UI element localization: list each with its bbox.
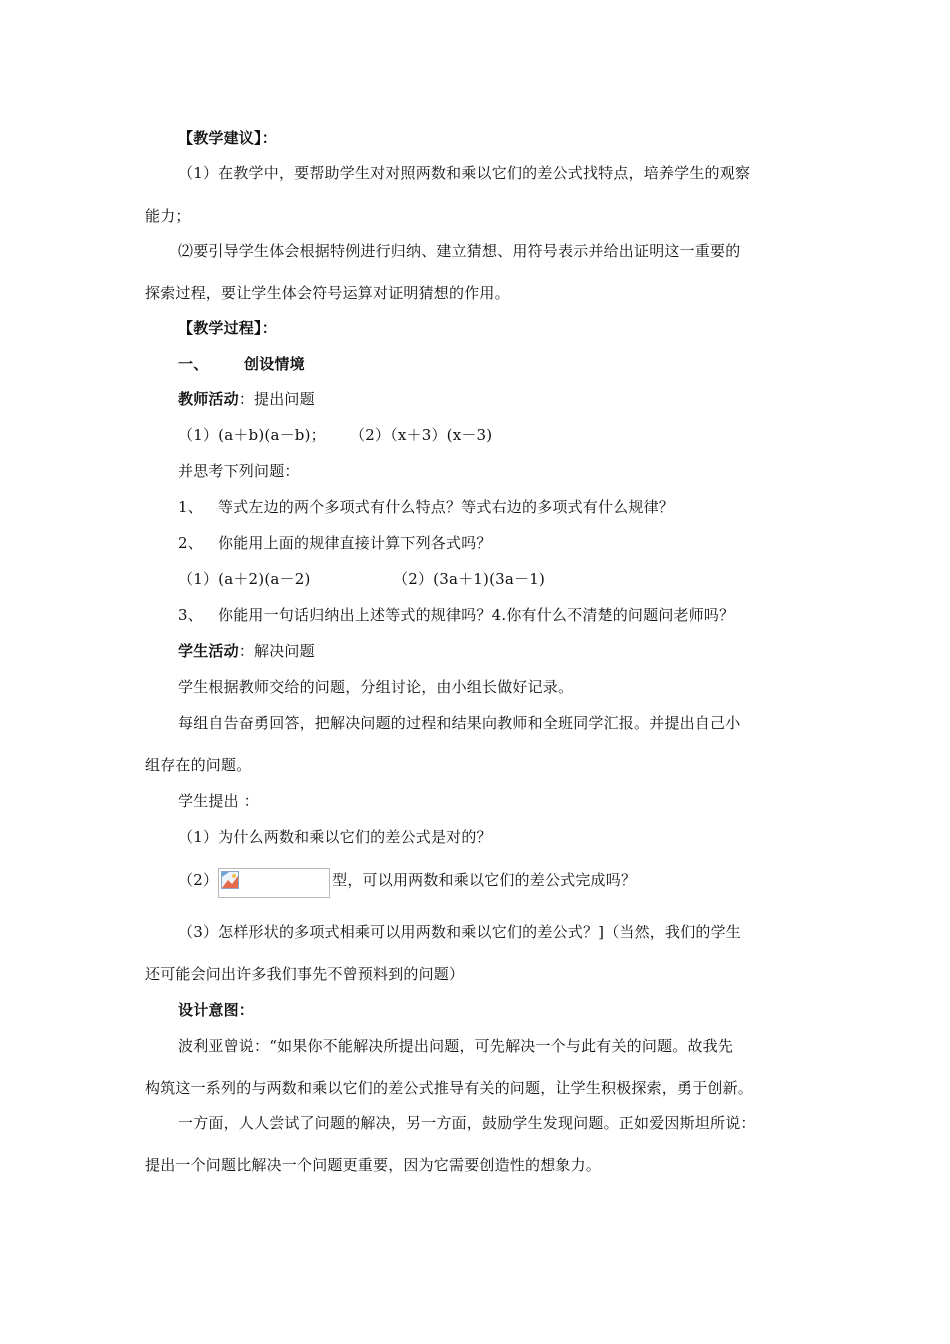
design-para-1-line-2: 构筑这一系列的与两数和乘以它们的差公式推导有关的问题，让学生积极探索，勇于创新。 — [145, 1079, 754, 1097]
equation-4: （2）(3a＋1)(3a－1) — [393, 570, 546, 588]
student-activity-text: ：解决问题 — [238, 642, 315, 660]
design-para-1-line-1: 波利亚曾说：“如果你不能解决所提出问题，可先解决一个与此有关的问题。故我先 — [178, 1037, 734, 1055]
suggestion-1-line-2: 能力； — [145, 207, 191, 225]
student-line-2a: 每组自告奋勇回答，把解决问题的过程和结果向教师和全班同学汇报。并提出自己小 — [178, 714, 741, 732]
raised-question-2-suffix: 型，可以用两数和乘以它们的差公式完成吗？ — [332, 871, 637, 889]
question-2-number: 2、 — [178, 534, 203, 552]
process-heading: 【教学过程】： — [178, 319, 277, 337]
raised-question-2 — [178, 866, 636, 896]
question-1-text: 等式左边的两个多项式有什么特点？等式右边的多项式有什么规律？ — [218, 498, 675, 516]
raised-question-3-line-1: （3）怎样形状的多项式相乘可以用两数和乘以它们的差公式？]（当然，我们的学生 — [178, 923, 741, 941]
equation-3: （1）(a＋2)(a－2) — [178, 570, 311, 588]
broken-image-icon — [221, 871, 239, 889]
equation-2: （2）（x＋3）(x－3) — [350, 426, 493, 444]
design-para-2-line-2: 提出一个问题比解决一个问题更重要，因为它需要创造性的想象力。 — [145, 1156, 602, 1174]
question-3-number: 3、 — [178, 606, 203, 624]
question-2-text: 你能用上面的规律直接计算下列各式吗？ — [218, 534, 492, 552]
raised-question-1: （1）为什么两数和乘以它们的差公式是对的？ — [178, 828, 492, 846]
broken-image-placeholder — [218, 868, 330, 898]
section-title: 创设情境 — [244, 355, 305, 373]
teacher-activity — [178, 389, 315, 409]
question-3-text: 你能用一句话归纳出上述等式的规律吗？4.你有什么不清楚的问题问老师吗？ — [218, 606, 735, 624]
suggestion-1-line-1: （1）在教学中，要帮助学生对对照两数和乘以它们的差公式找特点，培养学生的观察 — [178, 164, 751, 182]
student-line-2b: 组存在的问题。 — [145, 756, 252, 774]
think-prompt: 并思考下列问题： — [178, 462, 300, 480]
teacher-activity-text: ：提出问题 — [238, 390, 315, 408]
raised-question-3-line-2: 还可能会问出许多我们事先不曾预料到的问题） — [145, 965, 465, 983]
section-number: 一、 — [178, 355, 209, 373]
student-raise-label: 学生提出 ： — [178, 792, 259, 810]
equation-1: （1）(a＋b)(a－b)； — [178, 426, 326, 444]
design-heading: 设计意图： — [178, 1001, 255, 1019]
student-line-1: 学生根据教师交给的问题，分组讨论，由小组长做好记录。 — [178, 678, 574, 696]
student-activity-label: 学生活动 — [178, 642, 239, 660]
raised-question-2-prefix: （2） — [178, 871, 219, 889]
suggestion-2-line-1: ⑵要引导学生体会根据特例进行归纳、建立猜想、用符号表示并给出证明这一重要的 — [178, 242, 741, 260]
suggestion-heading: 【教学建议】： — [178, 129, 277, 147]
student-activity — [178, 641, 315, 661]
teacher-activity-label: 教师活动 — [178, 390, 239, 408]
design-para-2-line-1: 一方面，人人尝试了问题的解决，另一方面，鼓励学生发现问题。正如爱因斯坦所说： — [178, 1114, 756, 1132]
suggestion-2-line-2: 探索过程，要让学生体会符号运算对证明猜想的作用。 — [145, 284, 510, 302]
question-1-number: 1、 — [178, 498, 203, 516]
